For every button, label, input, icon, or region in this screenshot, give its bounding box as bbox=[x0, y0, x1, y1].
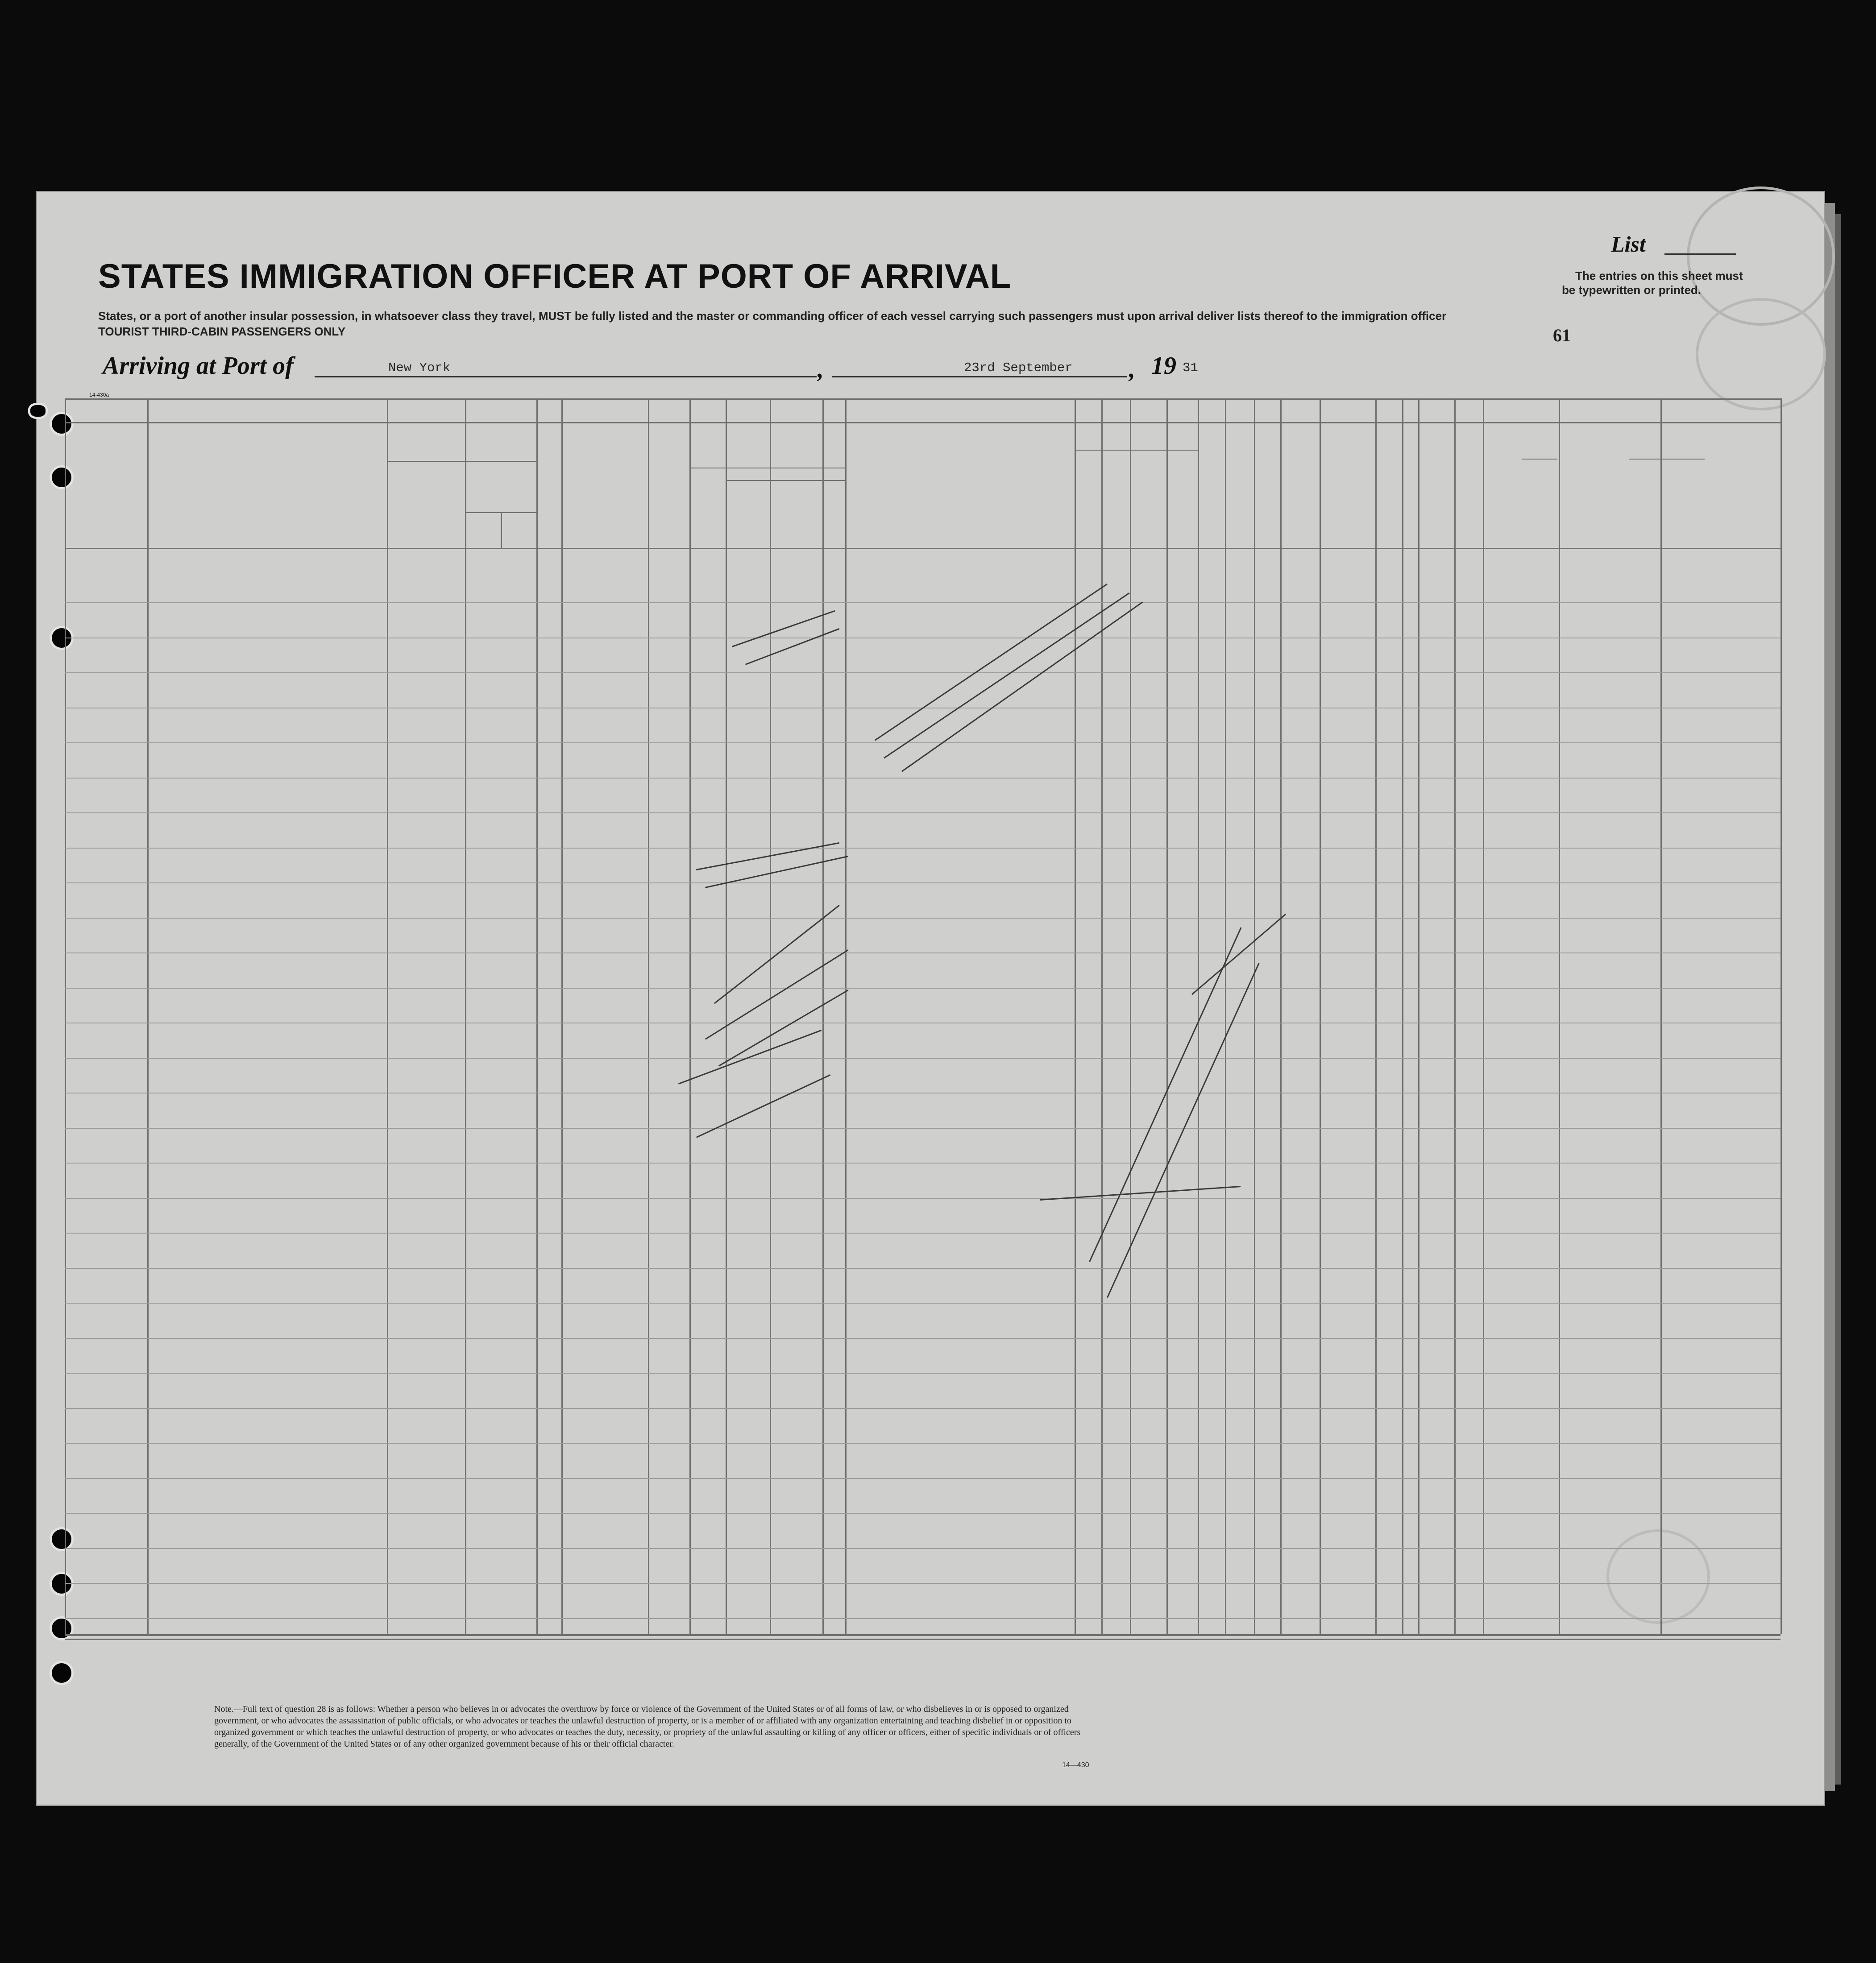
manifest-table bbox=[36, 191, 1825, 1806]
year-suffix: 31 bbox=[1183, 360, 1198, 375]
row-rule bbox=[65, 1058, 1781, 1059]
pen-stroke bbox=[1089, 927, 1242, 1262]
column-rule bbox=[1198, 398, 1199, 1634]
column-header bbox=[1403, 434, 1417, 546]
column-rule bbox=[1101, 398, 1103, 1634]
column-header bbox=[1131, 454, 1145, 546]
row-rule bbox=[65, 918, 1781, 919]
header-subrule bbox=[1522, 459, 1557, 460]
row-rule bbox=[65, 1338, 1781, 1339]
date-value: 23rd September bbox=[964, 360, 1073, 375]
arriving-label: Arriving at Port of bbox=[103, 352, 294, 380]
port-value: New York bbox=[388, 360, 451, 375]
header-subrule bbox=[726, 480, 845, 481]
column-rule bbox=[1418, 398, 1419, 1634]
header-subrule bbox=[1075, 450, 1198, 451]
row-rule bbox=[65, 1583, 1781, 1584]
column-rule bbox=[465, 398, 466, 1634]
column-header bbox=[1171, 454, 1185, 546]
column-rule bbox=[726, 398, 727, 1634]
column-rule bbox=[1375, 398, 1377, 1634]
pen-stroke bbox=[745, 628, 839, 665]
column-rule bbox=[1130, 398, 1131, 1634]
column-rule bbox=[1483, 398, 1484, 1634]
column-rule bbox=[1781, 398, 1782, 1634]
table-rule-bottom bbox=[65, 1634, 1781, 1636]
manifest-sheet bbox=[36, 191, 1825, 1806]
column-header bbox=[1232, 434, 1249, 546]
form-instruction-line: States, or a port of another insular possession, in whatsoever class they travel, MUST be fully listed and the master or commanding officer of each vessel carrying such passengers must upon arrival deliver lists thereof to the immigration officer bbox=[98, 309, 1447, 323]
column-header bbox=[660, 434, 678, 546]
column-rule bbox=[1559, 398, 1560, 1634]
pen-stroke bbox=[732, 610, 835, 647]
column-rule bbox=[561, 398, 563, 1634]
page-edge-stack bbox=[1825, 203, 1835, 1791]
column-rule bbox=[147, 398, 149, 1634]
column-header bbox=[540, 434, 558, 546]
row-rule bbox=[65, 742, 1781, 743]
typed-instruction: The entries on this sheet must bbox=[1575, 269, 1743, 282]
list-label: List bbox=[1611, 232, 1646, 257]
table-rule-bottom-2 bbox=[65, 1639, 1781, 1640]
header-bottom-rule bbox=[65, 548, 1781, 549]
row-rule bbox=[65, 602, 1781, 603]
pen-stroke bbox=[1191, 914, 1286, 995]
column-rule bbox=[1402, 398, 1403, 1634]
row-rule bbox=[65, 1408, 1781, 1409]
row-rule bbox=[65, 1618, 1781, 1619]
row-rule bbox=[65, 1198, 1781, 1199]
column-rule bbox=[1454, 398, 1456, 1634]
column-rule bbox=[1075, 398, 1076, 1634]
year-prefix: 19 bbox=[1151, 352, 1176, 380]
column-rule bbox=[65, 398, 66, 1634]
page-edge-stack-dark bbox=[1835, 214, 1841, 1785]
row-rule bbox=[65, 1128, 1781, 1129]
column-header bbox=[1524, 476, 1535, 543]
row-rule bbox=[65, 1513, 1781, 1514]
column-header bbox=[1380, 434, 1398, 546]
column-header bbox=[1258, 434, 1276, 546]
column-header bbox=[1330, 434, 1365, 546]
footnote: Note.—Full text of question 28 is as follows: Whether a person who believes in or advocates the overthrow by force or violence of the Government of the United States or of all forms of law, or who disbelieves in or is opposed to organized government, or who advocates the assassination of public officials, or who advocates or teaches the unlawful destruction of property, or is a member of or affiliated with any organization entertaining and teaching disbelief in or opposition to organized government or which teaches the unlawful destruction of property, or who advocates or teaches the duty, necessity, or propriety of the unlawful assaulting or killing of any officer or officers, either of specific individuals or of officers generally, of the Government of the United States or of any other organized government because of his or their official character. bbox=[214, 1704, 1081, 1749]
comma-sep: , bbox=[818, 356, 824, 383]
column-rule bbox=[845, 398, 847, 1634]
column-rule bbox=[1166, 398, 1168, 1634]
row-rule bbox=[65, 812, 1781, 813]
row-rule bbox=[65, 778, 1781, 779]
column-rule bbox=[1660, 398, 1662, 1634]
column-number-rule bbox=[65, 422, 1781, 423]
form-class-line: TOURIST THIRD-CABIN PASSENGERS ONLY bbox=[98, 325, 346, 338]
column-rule bbox=[1320, 398, 1321, 1634]
row-rule bbox=[65, 1163, 1781, 1164]
column-rule bbox=[1225, 398, 1226, 1634]
row-rule bbox=[65, 882, 1781, 883]
column-header bbox=[1287, 434, 1314, 546]
row-rule bbox=[65, 1443, 1781, 1444]
header-subrule bbox=[1629, 459, 1705, 460]
row-rule bbox=[65, 1373, 1781, 1374]
row-rule bbox=[65, 1268, 1781, 1269]
pen-stroke bbox=[901, 601, 1143, 772]
column-rule bbox=[1280, 398, 1282, 1634]
column-rule bbox=[822, 398, 824, 1634]
column-rule bbox=[648, 398, 649, 1634]
column-header bbox=[1542, 476, 1552, 543]
form-title: STATES IMMIGRATION OFFICER AT PORT OF ARRIVAL bbox=[98, 257, 1012, 295]
row-rule bbox=[65, 1303, 1781, 1304]
column-header bbox=[1203, 434, 1220, 546]
row-rule bbox=[65, 672, 1781, 673]
pen-stroke bbox=[875, 584, 1108, 741]
column-rule bbox=[689, 398, 691, 1634]
header-subrule bbox=[387, 461, 536, 462]
row-rule bbox=[65, 1548, 1781, 1549]
column-rule bbox=[1254, 398, 1255, 1634]
pen-stroke bbox=[714, 905, 840, 1004]
row-rule bbox=[65, 1233, 1781, 1234]
row-rule bbox=[65, 848, 1781, 849]
header-subrule bbox=[501, 512, 502, 548]
list-number: 61 bbox=[1553, 325, 1571, 345]
column-rule bbox=[770, 398, 771, 1634]
pen-stroke bbox=[696, 842, 839, 870]
pen-stroke bbox=[678, 1030, 822, 1085]
table-rule-top bbox=[65, 398, 1781, 400]
pen-stroke bbox=[718, 990, 849, 1067]
column-header bbox=[1089, 454, 1102, 546]
column-rule bbox=[387, 398, 388, 1634]
row-rule bbox=[65, 1478, 1781, 1479]
comma-sep: , bbox=[1129, 356, 1135, 383]
typed-instruction: be typewritten or printed. bbox=[1562, 283, 1702, 297]
form-code-top: 14-430a bbox=[89, 392, 109, 398]
pen-stroke bbox=[884, 592, 1130, 758]
form-code-bottom: 14—430 bbox=[1062, 1761, 1089, 1769]
column-rule bbox=[536, 398, 538, 1634]
row-rule bbox=[65, 988, 1781, 989]
